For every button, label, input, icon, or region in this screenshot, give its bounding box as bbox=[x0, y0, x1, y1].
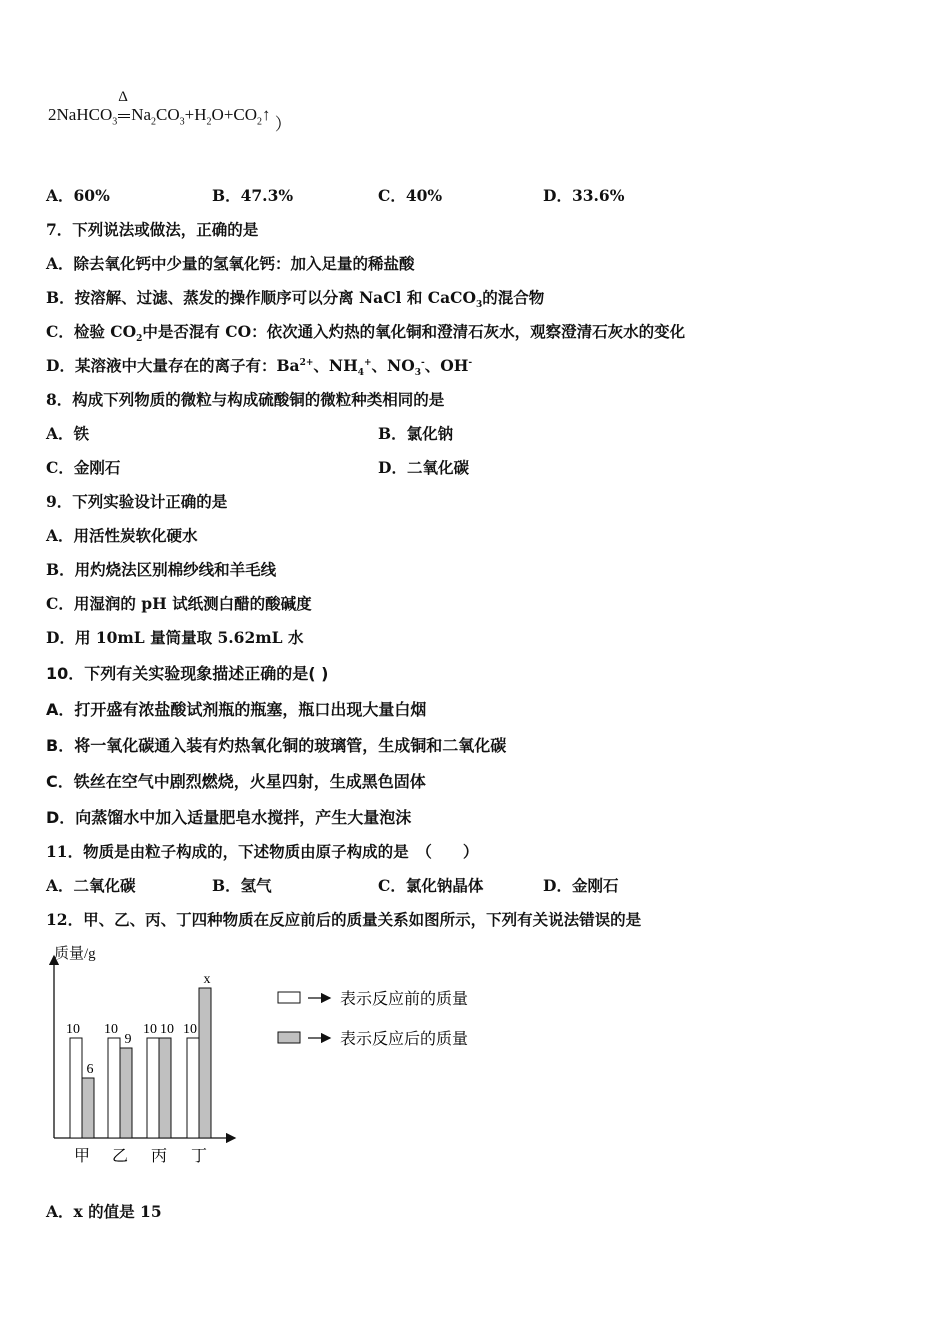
category-label-3: 丁 bbox=[190, 1148, 208, 1165]
q7-c-text: C．检验 CO bbox=[46, 322, 137, 341]
eq-rhs-1-sub: 2 bbox=[151, 116, 157, 128]
legend-swatch-0 bbox=[278, 992, 300, 1003]
bar-after-1 bbox=[120, 1048, 132, 1138]
gas-arrow: ↑ bbox=[262, 105, 271, 124]
bar-after-0 bbox=[82, 1078, 94, 1138]
q7-d-sup3: - bbox=[420, 357, 425, 368]
q10-option-b: B．将一氧化碳通入装有灼热氧化铜的玻璃管，生成铜和二氧化碳 bbox=[46, 736, 507, 755]
bar-after-2 bbox=[159, 1038, 171, 1138]
q10-stem: 10．下列有关实验现象描述正确的是( ) bbox=[46, 664, 329, 683]
eq-rhs-1: Na bbox=[131, 105, 152, 124]
q9-option-d: D．用 10mL 量筒量取 5.62mL 水 bbox=[46, 628, 304, 647]
q6-option-d: D．33.6% bbox=[543, 186, 625, 205]
bar-before-0 bbox=[70, 1038, 82, 1138]
data-label-after-2: 10 bbox=[160, 1022, 174, 1037]
q9-option-a: A．用活性炭软化硬水 bbox=[46, 526, 198, 545]
q8-option-d: D．二氧化碳 bbox=[378, 458, 469, 477]
q8-option-c: C．金刚石 bbox=[46, 458, 121, 477]
q7-d-sup1: 2+ bbox=[299, 357, 314, 368]
mass-bar-chart bbox=[40, 938, 510, 1173]
q8-option-b: B．氯化钠 bbox=[378, 424, 454, 443]
data-label-before-0: 10 bbox=[66, 1022, 80, 1037]
q7-d-mid3: 、OH bbox=[424, 356, 469, 375]
q7-d-sup4: - bbox=[468, 357, 473, 368]
q10-option-c: C．铁丝在空气中剧烈燃烧，火星四射，生成黑色固体 bbox=[46, 772, 426, 791]
bar-before-2 bbox=[147, 1038, 159, 1138]
q7-d-mid1: 、NH bbox=[313, 356, 358, 375]
q6-option-b: B．47.3% bbox=[212, 186, 294, 205]
eq-rhs-3: +H bbox=[184, 105, 207, 124]
q6-option-a: A．60% bbox=[46, 186, 110, 205]
eq-lhs-sub: 3 bbox=[112, 116, 118, 128]
q7-c-tail: 中是否混有 CO：依次通入灼热的氧化铜和澄清石灰水，观察澄清石灰水的变化 bbox=[142, 322, 686, 341]
q7-option-a: A．除去氧化钙中少量的氢氧化钙：加入足量的稀盐酸 bbox=[46, 254, 415, 273]
y-axis-label: 质量/g bbox=[54, 946, 96, 962]
q7-d-sub1: 4 bbox=[357, 368, 364, 379]
q7-b-tail: 的混合物 bbox=[482, 288, 545, 307]
legend-label-1: 表示反应后的质量 bbox=[340, 1031, 469, 1048]
category-label-2: 丙 bbox=[150, 1148, 168, 1165]
data-label-after-0: 6 bbox=[86, 1062, 94, 1077]
q7-option-d bbox=[46, 354, 472, 378]
q11-option-c: C．氯化钠晶体 bbox=[378, 876, 484, 895]
bar-before-1 bbox=[108, 1038, 120, 1138]
eq-rhs-3-sub: 2 bbox=[206, 116, 212, 128]
category-label-1: 乙 bbox=[111, 1148, 129, 1165]
q11-stem: 11．物质是由粒子构成的，下述物质由原子构成的是 （ ） bbox=[46, 842, 479, 861]
eq-rhs-2-sub: 3 bbox=[179, 116, 185, 128]
legend-label-0: 表示反应前的质量 bbox=[340, 991, 469, 1008]
eq-rhs-4-sub: 2 bbox=[257, 116, 263, 128]
q9-option-c: C．用湿润的 pH 试纸测白醋的酸碱度 bbox=[46, 594, 312, 613]
eq-rhs-4: O+CO bbox=[211, 105, 258, 124]
bar-after-3 bbox=[199, 988, 211, 1138]
q10-option-a: A．打开盛有浓盐酸试剂瓶的瓶塞，瓶口出现大量白烟 bbox=[46, 700, 427, 719]
q7-b-text: B．按溶解、过滤、蒸发的操作顺序可以分离 NaCl 和 CaCO bbox=[46, 288, 476, 307]
reaction-equation bbox=[48, 89, 292, 134]
eq-heating-sign bbox=[117, 89, 131, 125]
legend-swatch-1 bbox=[278, 1032, 300, 1043]
eq-lhs: 2NaHCO bbox=[48, 105, 113, 124]
data-label-after-3: x bbox=[203, 972, 211, 987]
q7-d-mid2: 、NO bbox=[371, 356, 415, 375]
q11-option-d: D．金刚石 bbox=[543, 876, 619, 895]
q8-stem: 8．构成下列物质的微粒与构成硫酸铜的微粒种类相同的是 bbox=[46, 390, 445, 409]
q11-option-a: A．二氧化碳 bbox=[46, 876, 136, 895]
q7-option-b bbox=[46, 286, 544, 310]
close-paren: ） bbox=[274, 115, 292, 134]
delta-symbol: Δ bbox=[118, 89, 128, 105]
data-label-after-1: 9 bbox=[124, 1032, 132, 1047]
q7-b-sub: 3 bbox=[475, 300, 483, 311]
q9-stem: 9．下列实验设计正确的是 bbox=[46, 492, 228, 511]
q11-option-b: B．氢气 bbox=[212, 876, 272, 895]
eq-rhs-2: CO bbox=[156, 105, 180, 124]
q8-option-a: A．铁 bbox=[46, 424, 90, 443]
q9-option-b: B．用灼烧法区别棉纱线和羊毛线 bbox=[46, 560, 277, 579]
data-label-before-3: 10 bbox=[183, 1022, 197, 1037]
q7-d-text: D．某溶液中大量存在的离子有：Ba bbox=[46, 356, 300, 375]
data-label-before-1: 10 bbox=[104, 1022, 118, 1037]
q6-option-c: C．40% bbox=[378, 186, 443, 205]
data-label-before-2: 10 bbox=[143, 1022, 157, 1037]
q12-option-a: A．x 的值是 15 bbox=[46, 1202, 162, 1221]
category-label-0: 甲 bbox=[73, 1148, 91, 1165]
q7-option-c bbox=[46, 320, 685, 344]
q7-c-sub: 2 bbox=[136, 334, 143, 345]
q10-option-d: D．向蒸馏水中加入适量肥皂水搅拌，产生大量泡沫 bbox=[46, 808, 412, 827]
q7-d-sup2: + bbox=[364, 357, 372, 368]
q7-stem: 7．下列说法或做法，正确的是 bbox=[46, 220, 259, 239]
bar-before-3 bbox=[187, 1038, 199, 1138]
q7-d-sub2: 3 bbox=[414, 368, 421, 379]
q12-stem: 12．甲、乙、丙、丁四种物质在反应前后的质量关系如图所示，下列有关说法错误的是 bbox=[46, 910, 642, 929]
